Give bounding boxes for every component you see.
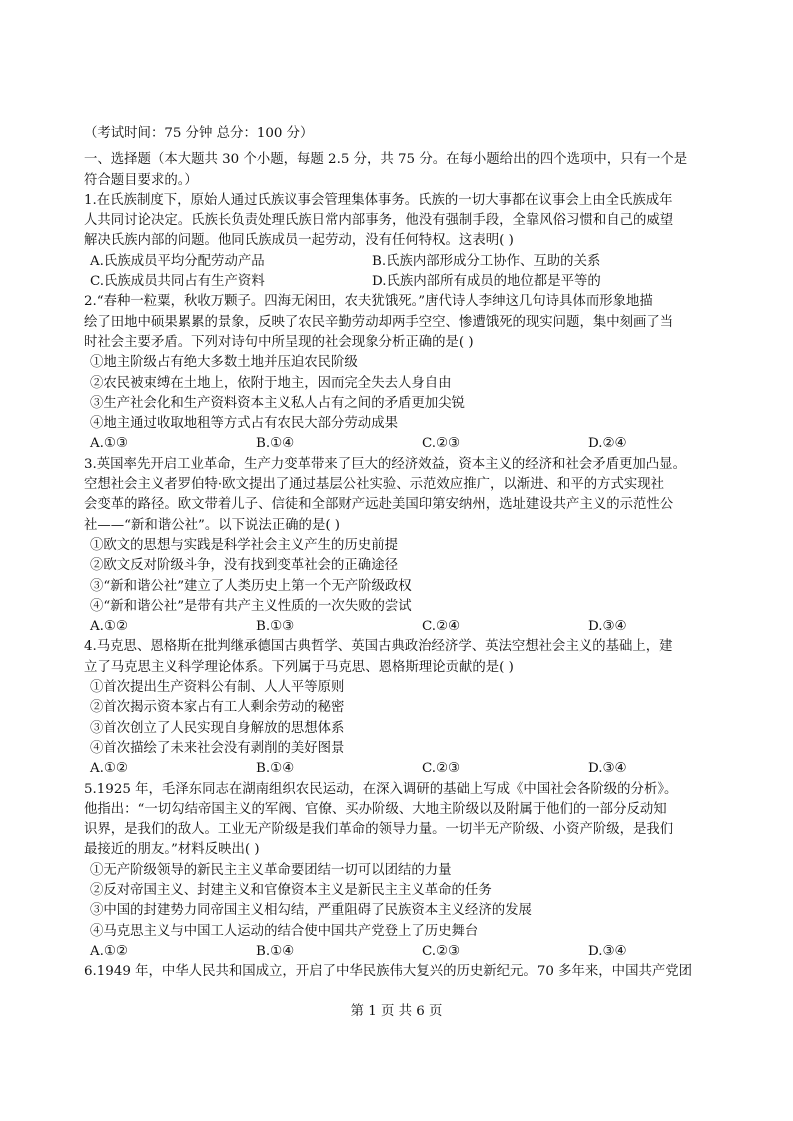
answer-option[interactable]: C.②④ <box>422 619 461 635</box>
question-stem-line: 他指出：“一切勾结帝国主义的军阀、官僚、买办阶级、大地主阶级以及附属于他们的一部分反动知 <box>84 801 667 817</box>
question-stem-line: 人共同讨论决定。氏族长负责处理氏族日常内部事务，他没有强制手段，全靠风俗习惯和自己的威望 <box>84 213 674 229</box>
question-stem-line: 识界，是我们的敌人。工业无产阶级是我们革命的领导力量。一切半无产阶级、小资产阶级，是我们 <box>84 822 674 838</box>
answer-option[interactable]: D.③④ <box>588 761 627 777</box>
statement-item: ②欧文反对阶级斗争，没有找到变革社会的正确途径 <box>90 558 398 574</box>
question-stem-line: 立了马克思主义科学理论体系。下列属于马克思、恩格斯理论贡献的是( ) <box>84 659 514 675</box>
answer-option[interactable]: B.①④ <box>256 761 295 777</box>
statement-item: ④马克思主义与中国工人运动的结合使中国共产党登上了历史舞台 <box>90 923 479 939</box>
option-row <box>84 759 714 779</box>
section-title-line: 一、选择题（本大题共 30 个小题，每题 2.5 分，共 75 分。在每小题给出的四个选项中，只有一个是 <box>84 152 688 168</box>
exam-info: （考试时间：75 分钟 总分：100 分） <box>84 126 314 141</box>
question-stem-line: 会变革的路径。欧文带着儿子、信徒和全部财产远赴美国印第安纳州，选址建设共产主义的示范性公 <box>84 497 674 513</box>
answer-option[interactable]: B.①③ <box>256 619 295 635</box>
option-row <box>84 617 714 637</box>
page-footer: 第 1 页 共 6 页 <box>350 1004 443 1019</box>
answer-option[interactable]: D.③④ <box>588 943 627 959</box>
statement-item: ④地主通过收取地租等方式占有农民大部分劳动成果 <box>90 416 398 432</box>
question-stem-line: 解决氏族内部的问题。他同氏族成员一起劳动，没有任何特权。这表明( ) <box>84 233 514 249</box>
answer-option[interactable]: C.②③ <box>422 761 461 777</box>
statement-item: ③中国的封建势力同帝国主义相勾结，严重阻碍了民族资本主义经济的发展 <box>90 903 532 919</box>
answer-option[interactable]: A.氏族成员平均分配劳动产品 <box>90 253 265 269</box>
statement-item: ①首次提出生产资料公有制、人人平等原则 <box>90 680 345 696</box>
statement-item: ③生产社会化和生产资料资本主义私人占有之间的矛盾更加尖锐 <box>90 395 465 411</box>
question-stem-line: 5.1925 年，毛泽东同志在湖南组织农民运动，在深入调研的基础上写成《中国社会各阶级的分析》。 <box>84 781 678 797</box>
question-stem-line: 4.马克思、恩格斯在批判继承德国古典哲学、英国古典政治经济学、英法空想社会主义的基础上，建 <box>84 639 673 655</box>
exam-content <box>84 124 714 982</box>
question-block <box>84 191 714 292</box>
question-block <box>84 292 714 454</box>
question-stem-line: 空想社会主义者罗伯特·欧文提出了通过基层公社实验、示范效应推广，以渐进、和平的方式实现社 <box>84 477 665 493</box>
statement-item: ④“新和谐公社”是带有共产主义性质的一次失败的尝试 <box>90 598 412 614</box>
statement-item: ②农民被束缚在土地上，依附于地主，因而完全失去人身自由 <box>90 375 452 391</box>
question-block <box>84 637 714 779</box>
answer-option[interactable]: C.②③ <box>422 436 461 452</box>
answer-option[interactable]: A.①② <box>90 761 128 777</box>
question-stem-line: 时社会主要矛盾。下列对诗句中所呈现的社会现象分析正确的是( ) <box>84 334 474 350</box>
question-list <box>84 191 714 983</box>
answer-option[interactable]: B.①④ <box>256 436 295 452</box>
question-block <box>84 780 714 963</box>
question-stem-line: 绘了田地中硕果累累的景象，反映了农民辛勤劳动却两手空空、惨遭饿死的现实问题，集中刻画了当 <box>84 314 674 330</box>
answer-option[interactable]: A.①③ <box>90 436 128 452</box>
answer-option[interactable]: A.①② <box>90 619 128 635</box>
answer-option[interactable]: D.②④ <box>588 436 627 452</box>
question-stem-line: 社——“新和谐公社”。以下说法正确的是( ) <box>84 517 341 533</box>
question-stem-line: 6.1949 年，中华人民共和国成立，开启了中华民族伟大复兴的历史新纪元。70 多年来，中国共产党团 <box>84 964 693 980</box>
answer-option[interactable]: D.③④ <box>588 619 627 635</box>
question-block <box>84 455 714 638</box>
question-stem-line: 最接近的朋友。”材料反映出( ) <box>84 842 260 858</box>
question-block <box>84 962 714 982</box>
statement-item: ③首次创立了人民实现自身解放的思想体系 <box>90 720 345 736</box>
option-row <box>84 272 714 292</box>
option-row <box>84 942 714 962</box>
question-stem-line: 2.“春种一粒粟，秋收万颗子。四海无闲田，农夫犹饿死。”唐代诗人李绅这几句诗具体而形象地描 <box>84 294 653 310</box>
question-stem-line: 3.英国率先开启工业革命，生产力变革带来了巨大的经济效益，资本主义的经济和社会矛盾更加凸显。 <box>84 456 686 472</box>
answer-option[interactable]: B.氏族内部形成分工协作、互助的关系 <box>372 253 601 269</box>
answer-option[interactable]: A.①② <box>90 943 128 959</box>
statement-item: ④首次描绘了未来社会没有剥削的美好图景 <box>90 740 345 756</box>
statement-item: ①地主阶级占有绝大多数土地并压迫农民阶级 <box>90 355 358 371</box>
option-row <box>84 252 714 272</box>
option-row <box>84 434 714 454</box>
statement-item: ①无产阶级领导的新民主主义革命要团结一切可以团结的力量 <box>90 862 452 878</box>
statement-item: ②首次揭示资本家占有工人剩余劳动的秘密 <box>90 700 345 716</box>
statement-item: ②反对帝国主义、封建主义和官僚资本主义是新民主主义革命的任务 <box>90 882 492 898</box>
answer-option[interactable]: C.②③ <box>422 943 461 959</box>
section-title <box>84 150 714 191</box>
answer-option[interactable]: C.氏族成员共同占有生产资料 <box>90 274 265 290</box>
answer-option[interactable]: B.①④ <box>256 943 295 959</box>
answer-option[interactable]: D.氏族内部所有成员的地位都是平等的 <box>372 274 601 290</box>
question-stem-line: 1.在氏族制度下，原始人通过氏族议事会管理集体事务。氏族的一切大事都在议事会上由全氏族成年 <box>84 192 673 208</box>
section-title-line: 符合题目要求的。） <box>84 172 198 188</box>
statement-item: ③“新和谐公社”建立了人类历史上第一个无产阶级政权 <box>90 578 412 594</box>
statement-item: ①欧文的思想与实践是科学社会主义产生的历史前提 <box>90 537 398 553</box>
